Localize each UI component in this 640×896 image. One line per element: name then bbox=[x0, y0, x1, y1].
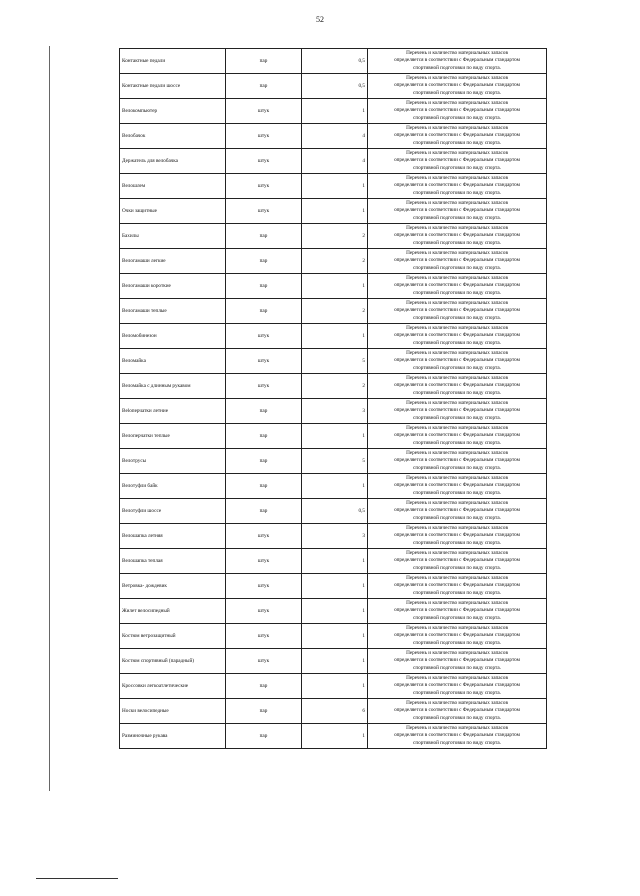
unit-cell: пар bbox=[226, 224, 302, 249]
note-cell bbox=[368, 674, 547, 699]
note-line: спортивной подготовки по виду спорта. bbox=[413, 589, 501, 596]
note-line: спортивной подготовки по виду спорта. bbox=[413, 689, 501, 696]
note-line: спортивной подготовки по виду спорта. bbox=[413, 514, 501, 521]
item-name-cell: Веломайка bbox=[120, 349, 226, 374]
note-cell bbox=[368, 99, 547, 124]
unit-cell: штук bbox=[226, 99, 302, 124]
item-name-cell: Велогамаши легкие bbox=[120, 249, 226, 274]
note-line: определяется в соответствии с Федеральным стандартом bbox=[394, 382, 520, 389]
note-line: определяется в соответствии с Федеральным стандартом bbox=[394, 82, 520, 89]
unit-cell: штук bbox=[226, 649, 302, 674]
item-name-cell: Велотуфли байк bbox=[120, 474, 226, 499]
item-name-cell: Велоперчатки теплые bbox=[120, 424, 226, 449]
table-row bbox=[120, 224, 547, 249]
note-line: Перечень и количество материальных запасов bbox=[406, 624, 508, 631]
table-row bbox=[120, 49, 547, 74]
note-line: Перечень и количество материальных запасов bbox=[406, 299, 508, 306]
note-line: определяется в соответствии с Федеральным стандартом bbox=[394, 682, 520, 689]
margin-rule bbox=[49, 46, 50, 791]
unit-cell: штук bbox=[226, 374, 302, 399]
note-cell bbox=[368, 424, 547, 449]
note-cell bbox=[368, 249, 547, 274]
quantity-cell: 1 bbox=[302, 674, 368, 699]
note-line: спортивной подготовки по виду спорта. bbox=[413, 739, 501, 746]
note-line: спортивной подготовки по виду спорта. bbox=[413, 139, 501, 146]
note-line: определяется в соответствии с Федеральным стандартом bbox=[394, 182, 520, 189]
note-cell bbox=[368, 49, 547, 74]
note-cell bbox=[368, 724, 547, 749]
note-line: Перечень и количество материальных запасов bbox=[406, 99, 508, 106]
note-cell bbox=[368, 199, 547, 224]
note-line: определяется в соответствии с Федеральным стандартом bbox=[394, 282, 520, 289]
unit-cell: пар bbox=[226, 424, 302, 449]
item-name-cell: Держатель для велобачка bbox=[120, 149, 226, 174]
note-line: спортивной подготовки по виду спорта. bbox=[413, 564, 501, 571]
note-line: спортивной подготовки по виду спорта. bbox=[413, 389, 501, 396]
unit-cell: штук bbox=[226, 599, 302, 624]
note-cell bbox=[368, 399, 547, 424]
item-name-cell: Жилет велосипедный bbox=[120, 599, 226, 624]
materials-table-body bbox=[120, 49, 547, 749]
unit-cell: пар bbox=[226, 74, 302, 99]
note-line: определяется в соответствии с Федеральным стандартом bbox=[394, 707, 520, 714]
item-name-cell: Велошапка летняя bbox=[120, 524, 226, 549]
note-cell bbox=[368, 374, 547, 399]
table-row bbox=[120, 674, 547, 699]
item-name-cell: Веloперчатки летние bbox=[120, 399, 226, 424]
unit-cell: пар bbox=[226, 274, 302, 299]
unit-cell: штук bbox=[226, 624, 302, 649]
quantity-cell: 6 bbox=[302, 699, 368, 724]
note-line: Перечень и количество материальных запасов bbox=[406, 149, 508, 156]
quantity-cell: 3 bbox=[302, 399, 368, 424]
item-name-cell: Костюм спортивный (парадный) bbox=[120, 649, 226, 674]
page-number: 52 bbox=[316, 15, 324, 24]
table-row bbox=[120, 449, 547, 474]
note-line: спортивной подготовки по виду спорта. bbox=[413, 114, 501, 121]
note-line: Перечень и количество материальных запасов bbox=[406, 724, 508, 731]
note-line: Перечень и количество материальных запасов bbox=[406, 474, 508, 481]
note-line: Перечень и количество материальных запасов bbox=[406, 424, 508, 431]
note-cell bbox=[368, 124, 547, 149]
quantity-cell: 1 bbox=[302, 324, 368, 349]
unit-cell: пар bbox=[226, 724, 302, 749]
quantity-cell: 1 bbox=[302, 599, 368, 624]
note-line: определяется в соответствии с Федеральным стандартом bbox=[394, 432, 520, 439]
item-name-cell: Разминочные рукава bbox=[120, 724, 226, 749]
item-name-cell: Велотрусы bbox=[120, 449, 226, 474]
note-line: определяется в соответствии с Федеральным стандартом bbox=[394, 157, 520, 164]
table-row bbox=[120, 474, 547, 499]
note-line: Перечень и количество материальных запасов bbox=[406, 249, 508, 256]
note-line: определяется в соответствии с Федеральным стандартом bbox=[394, 557, 520, 564]
note-line: спортивной подготовки по виду спорта. bbox=[413, 539, 501, 546]
unit-cell: штук bbox=[226, 124, 302, 149]
item-name-cell: Контактные педали bbox=[120, 49, 226, 74]
table-row bbox=[120, 299, 547, 324]
quantity-cell: 1 bbox=[302, 99, 368, 124]
note-line: определяется в соответствии с Федеральным стандартом bbox=[394, 657, 520, 664]
note-line: определяется в соответствии с Федеральным стандартом bbox=[394, 357, 520, 364]
table-row bbox=[120, 99, 547, 124]
unit-cell: пар bbox=[226, 399, 302, 424]
unit-cell: пар bbox=[226, 474, 302, 499]
note-line: Перечень и количество материальных запасов bbox=[406, 349, 508, 356]
quantity-cell: 1 bbox=[302, 624, 368, 649]
quantity-cell: 1 bbox=[302, 549, 368, 574]
note-line: определяется в соответствии с Федеральным стандартом bbox=[394, 232, 520, 239]
quantity-cell: 3 bbox=[302, 524, 368, 549]
footer-rule bbox=[36, 878, 118, 879]
note-line: Перечень и количество материальных запасов bbox=[406, 699, 508, 706]
item-name-cell: Велогамаши короткие bbox=[120, 274, 226, 299]
note-line: Перечень и количество материальных запасов bbox=[406, 199, 508, 206]
table-row bbox=[120, 199, 547, 224]
item-name-cell: Велобачок bbox=[120, 124, 226, 149]
note-line: определяется в соответствии с Федеральным стандартом bbox=[394, 607, 520, 614]
note-line: Перечень и количество материальных запасов bbox=[406, 449, 508, 456]
note-cell bbox=[368, 74, 547, 99]
unit-cell: штук bbox=[226, 574, 302, 599]
item-name-cell: Велошапка теплая bbox=[120, 549, 226, 574]
note-line: спортивной подготовки по виду спорта. bbox=[413, 489, 501, 496]
quantity-cell: 1 bbox=[302, 424, 368, 449]
quantity-cell: 5 bbox=[302, 449, 368, 474]
quantity-cell: 2 bbox=[302, 299, 368, 324]
quantity-cell: 1 bbox=[302, 724, 368, 749]
note-line: Перечень и количество материальных запасов bbox=[406, 374, 508, 381]
quantity-cell: 2 bbox=[302, 249, 368, 274]
unit-cell: штук bbox=[226, 174, 302, 199]
note-line: Перечень и количество материальных запасов bbox=[406, 124, 508, 131]
table-row bbox=[120, 274, 547, 299]
table-row bbox=[120, 74, 547, 99]
note-cell bbox=[368, 549, 547, 574]
unit-cell: пар bbox=[226, 49, 302, 74]
note-line: Перечень и количество материальных запасов bbox=[406, 324, 508, 331]
table-row bbox=[120, 124, 547, 149]
item-name-cell: Бахилы bbox=[120, 224, 226, 249]
table-row bbox=[120, 174, 547, 199]
note-line: определяется в соответствии с Федеральным стандартом bbox=[394, 582, 520, 589]
note-line: Перечень и количество материальных запасов bbox=[406, 549, 508, 556]
item-name-cell: Носки велосипедные bbox=[120, 699, 226, 724]
note-line: Перечень и количество материальных запасов bbox=[406, 274, 508, 281]
table-row bbox=[120, 599, 547, 624]
note-line: спортивной подготовки по виду спорта. bbox=[413, 264, 501, 271]
note-line: спортивной подготовки по виду спорта. bbox=[413, 214, 501, 221]
quantity-cell: 0,5 bbox=[302, 49, 368, 74]
note-line: спортивной подготовки по виду спорта. bbox=[413, 239, 501, 246]
unit-cell: штук bbox=[226, 199, 302, 224]
unit-cell: пар bbox=[226, 674, 302, 699]
quantity-cell: 1 bbox=[302, 649, 368, 674]
note-line: Перечень и количество материальных запасов bbox=[406, 174, 508, 181]
table-row bbox=[120, 624, 547, 649]
unit-cell: штук bbox=[226, 549, 302, 574]
note-line: спортивной подготовки по виду спорта. bbox=[413, 639, 501, 646]
note-line: определяется в соответствии с Федеральным стандартом bbox=[394, 332, 520, 339]
note-line: спортивной подготовки по виду спорта. bbox=[413, 439, 501, 446]
note-cell bbox=[368, 474, 547, 499]
note-line: спортивной подготовки по виду спорта. bbox=[413, 189, 501, 196]
quantity-cell: 0,5 bbox=[302, 499, 368, 524]
note-line: определяется в соответствии с Федеральным стандартом bbox=[394, 482, 520, 489]
item-name-cell: Велогамаши теплые bbox=[120, 299, 226, 324]
note-line: определяется в соответствии с Федеральным стандартом bbox=[394, 632, 520, 639]
quantity-cell: 1 bbox=[302, 474, 368, 499]
table-row bbox=[120, 649, 547, 674]
note-line: определяется в соответствии с Федеральным стандартом bbox=[394, 57, 520, 64]
table-row bbox=[120, 324, 547, 349]
unit-cell: штук bbox=[226, 149, 302, 174]
unit-cell: пар bbox=[226, 299, 302, 324]
item-name-cell: Велокомпьютер bbox=[120, 99, 226, 124]
note-line: определяется в соответствии с Федеральным стандартом bbox=[394, 257, 520, 264]
table-row bbox=[120, 149, 547, 174]
table-row bbox=[120, 499, 547, 524]
unit-cell: штук bbox=[226, 524, 302, 549]
table-row bbox=[120, 349, 547, 374]
quantity-cell: 4 bbox=[302, 124, 368, 149]
note-line: Перечень и количество материальных запасов bbox=[406, 499, 508, 506]
quantity-cell: 1 bbox=[302, 174, 368, 199]
note-cell bbox=[368, 524, 547, 549]
unit-cell: пар bbox=[226, 449, 302, 474]
table-row bbox=[120, 399, 547, 424]
quantity-cell: 1 bbox=[302, 199, 368, 224]
note-line: спортивной подготовки по виду спорта. bbox=[413, 414, 501, 421]
note-line: определяется в соответствии с Федеральным стандартом bbox=[394, 207, 520, 214]
unit-cell: штук bbox=[226, 349, 302, 374]
note-line: спортивной подготовки по виду спорта. bbox=[413, 64, 501, 71]
note-line: Перечень и количество материальных запасов bbox=[406, 674, 508, 681]
note-cell bbox=[368, 699, 547, 724]
note-cell bbox=[368, 349, 547, 374]
quantity-cell: 5 bbox=[302, 349, 368, 374]
unit-cell: пар bbox=[226, 249, 302, 274]
quantity-cell: 2 bbox=[302, 374, 368, 399]
note-line: спортивной подготовки по виду спорта. bbox=[413, 714, 501, 721]
table-row bbox=[120, 374, 547, 399]
note-cell bbox=[368, 649, 547, 674]
table-row bbox=[120, 424, 547, 449]
quantity-cell: 0,5 bbox=[302, 74, 368, 99]
note-line: определяется в соответствии с Федеральным стандартом bbox=[394, 107, 520, 114]
item-name-cell: Велотуфли шоссе bbox=[120, 499, 226, 524]
note-cell bbox=[368, 299, 547, 324]
note-line: Перечень и количество материальных запасов bbox=[406, 399, 508, 406]
quantity-cell: 4 bbox=[302, 149, 368, 174]
item-name-cell: Велошлем bbox=[120, 174, 226, 199]
note-line: определяется в соответствии с Федеральным стандартом bbox=[394, 307, 520, 314]
note-line: определяется в соответствии с Федеральным стандартом bbox=[394, 457, 520, 464]
note-line: Перечень и количество материальных запасов bbox=[406, 649, 508, 656]
note-line: спортивной подготовки по виду спорта. bbox=[413, 339, 501, 346]
item-name-cell: Ветровка- дождевик bbox=[120, 574, 226, 599]
note-cell bbox=[368, 499, 547, 524]
table-row bbox=[120, 724, 547, 749]
note-cell bbox=[368, 174, 547, 199]
note-line: определяется в соответствии с Федеральным стандартом bbox=[394, 407, 520, 414]
note-line: определяется в соответствии с Федеральным стандартом bbox=[394, 732, 520, 739]
note-line: определяется в соответствии с Федеральным стандартом bbox=[394, 507, 520, 514]
note-line: спортивной подготовки по виду спорта. bbox=[413, 314, 501, 321]
item-name-cell: Веломайка с длинным рукавом bbox=[120, 374, 226, 399]
note-line: спортивной подготовки по виду спорта. bbox=[413, 164, 501, 171]
table-row bbox=[120, 549, 547, 574]
table-row bbox=[120, 574, 547, 599]
note-line: определяется в соответствии с Федеральным стандартом bbox=[394, 532, 520, 539]
unit-cell: штук bbox=[226, 324, 302, 349]
item-name-cell: Контактные педали шоссе bbox=[120, 74, 226, 99]
note-line: Перечень и количество материальных запасов bbox=[406, 224, 508, 231]
item-name-cell: Кроссовки легкоатлетические bbox=[120, 674, 226, 699]
quantity-cell: 2 bbox=[302, 224, 368, 249]
item-name-cell: Веломобинезон bbox=[120, 324, 226, 349]
note-line: Перечень и количество материальных запасов bbox=[406, 49, 508, 56]
note-cell bbox=[368, 599, 547, 624]
note-line: Перечень и количество материальных запасов bbox=[406, 574, 508, 581]
unit-cell: пар bbox=[226, 499, 302, 524]
note-line: Перечень и количество материальных запасов bbox=[406, 74, 508, 81]
note-cell bbox=[368, 224, 547, 249]
note-line: спортивной подготовки по виду спорта. bbox=[413, 289, 501, 296]
note-cell bbox=[368, 149, 547, 174]
note-line: определяется в соответствии с Федеральным стандартом bbox=[394, 132, 520, 139]
table-row bbox=[120, 249, 547, 274]
unit-cell: пар bbox=[226, 699, 302, 724]
item-name-cell: Очки защитные bbox=[120, 199, 226, 224]
item-name-cell: Костюм ветрозащитный bbox=[120, 624, 226, 649]
note-line: Перечень и количество материальных запасов bbox=[406, 524, 508, 531]
note-cell bbox=[368, 449, 547, 474]
quantity-cell: 1 bbox=[302, 574, 368, 599]
note-line: спортивной подготовки по виду спорта. bbox=[413, 614, 501, 621]
quantity-cell: 1 bbox=[302, 274, 368, 299]
note-line: спортивной подготовки по виду спорта. bbox=[413, 464, 501, 471]
note-line: спортивной подготовки по виду спорта. bbox=[413, 89, 501, 96]
note-line: спортивной подготовки по виду спорта. bbox=[413, 364, 501, 371]
table-row bbox=[120, 699, 547, 724]
note-cell bbox=[368, 274, 547, 299]
note-cell bbox=[368, 624, 547, 649]
note-cell bbox=[368, 324, 547, 349]
note-line: Перечень и количество материальных запасов bbox=[406, 599, 508, 606]
table-row bbox=[120, 524, 547, 549]
note-cell bbox=[368, 574, 547, 599]
materials-table bbox=[119, 48, 547, 749]
note-line: спортивной подготовки по виду спорта. bbox=[413, 664, 501, 671]
